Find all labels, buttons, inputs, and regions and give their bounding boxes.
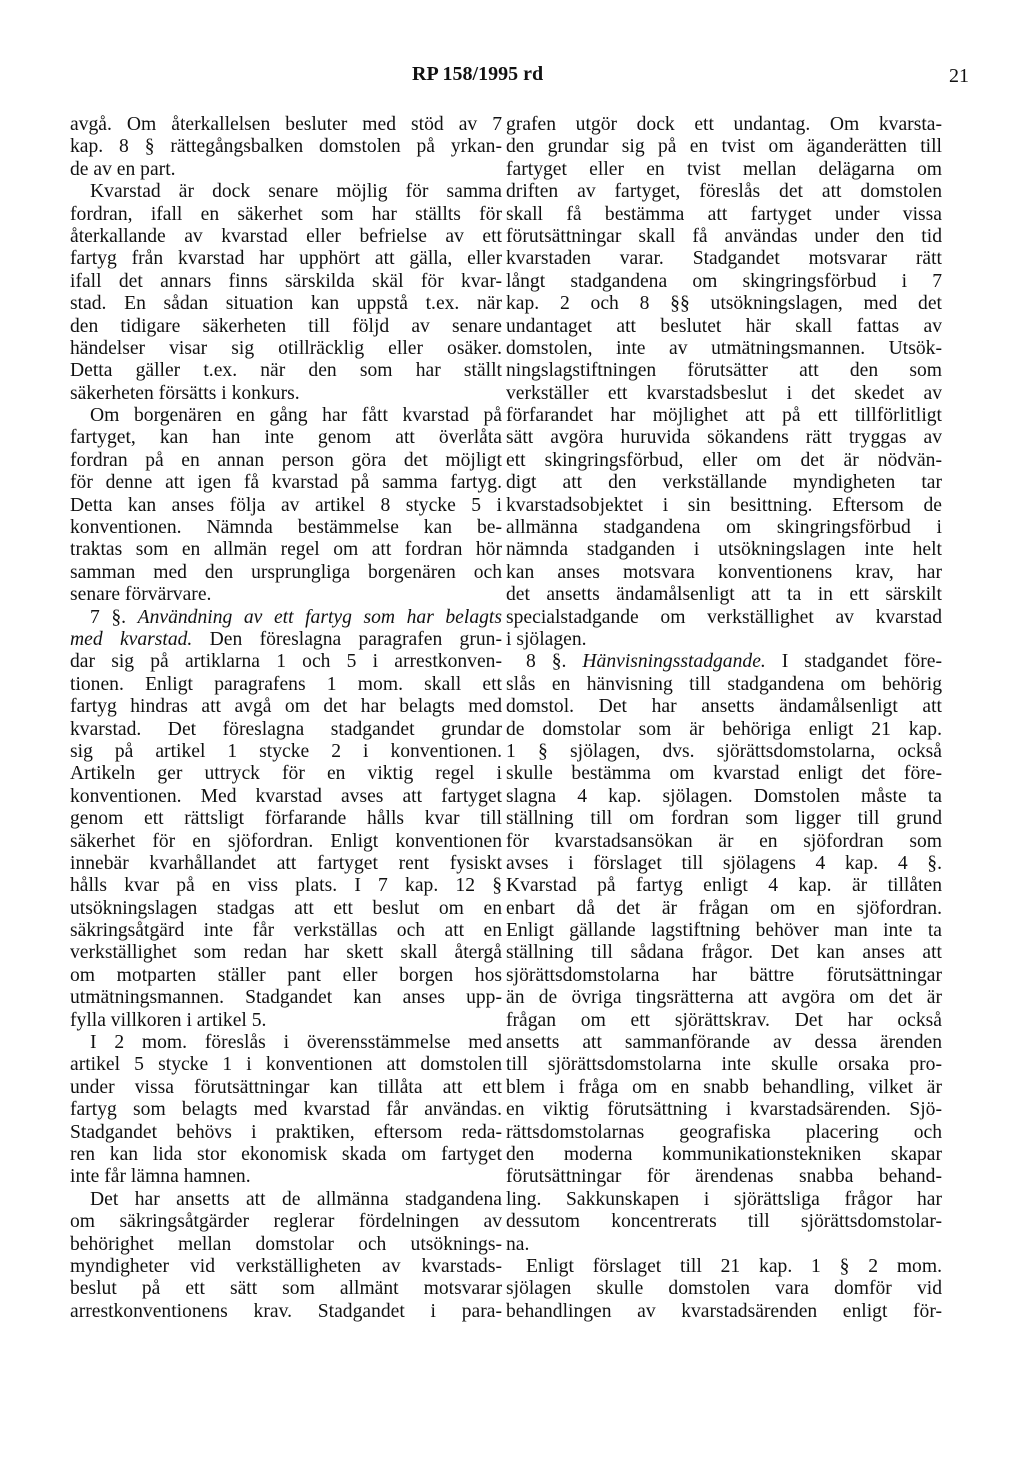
text-line: fartyg från kvarstad har upphört att gälla, eller [70,248,502,270]
text-line: en viktig förutsättning i kvarstadsärenden. Sjö- [506,1099,942,1121]
text-line: förfarandet har möjlighet att på ett tillförlitligt [506,405,942,427]
text-line: I 2 mom. föreslås i överensstämmelse med [90,1032,502,1054]
text-line: Kvarstad på fartyg enligt 4 kap. är tillåten [506,875,942,897]
text-line: stad. En sådan situation kan uppstå t.ex. när [70,293,502,315]
text-line: i sjölagen. [506,628,587,650]
text-line: skall få bestämma att fartyget under vissa [506,203,942,225]
text-line: behandlingen av kvarstadsärenden enligt för- [506,1300,942,1322]
text-line: säkringsåtgärd inte får verkställas och att en [70,920,502,942]
text-line: Stadgandet behövs i praktiken, eftersom reda- [70,1121,502,1143]
text-line: Det har ansetts att de allmänna stadgandena [90,1188,502,1210]
text-line: myndigheter vid verkställigheten av kvarstads- [70,1255,502,1277]
left-column [70,114,502,1323]
text-line: sig på artikel 1 stycke 2 i konventionen. [70,740,502,762]
section-heading-line: 8 §. Hänvisningsstadgande. I stadgandet före- [526,651,942,673]
text-line: till sjörättsdomstolarna inte skulle orsaka pro- [506,1054,942,1076]
text-line: de av en part. [70,158,176,180]
text-line: återkallande av kvarstad eller befrielse av ett [70,225,502,247]
text-line: fordran, ifall en säkerhet som har ställts för [70,203,502,225]
text-line: långt stadgandena om skingringsförbud i 7 [506,270,942,292]
text-line: Om borgenären en gång har fått kvarstad på [90,405,502,427]
text-line: för denne att igen få kvarstad på samma fartyg. [70,472,502,494]
text-line: konventionen. Med kvarstad avses att fartyget [70,785,502,807]
text-line: den grundar sig på en tvist om äganderätten till [506,136,942,158]
text-line: undantaget att beslutet här skall fattas av [506,315,942,337]
text-line: ett skingringsförbud, eller om det är nödvän- [506,449,942,471]
text-line: fartyget, kan han inte genom att överlåta [70,427,502,449]
text-line: genom ett rättsligt förfarande hålls kvar till [70,808,502,830]
text-line: specialstadgande om verkställighet av kvarstad [506,606,942,628]
text-line: verkställighet som redan har skett skall återgå [70,942,502,964]
text-line: rättsdomstolarnas geografiska placering och [506,1121,942,1143]
text-line: sjörättsdomstolarna har bättre förutsättningar [506,964,942,986]
text-line: det ansetts ändamålsenligt att ta in ett särskilt [506,584,942,606]
text-line: traktas som en allmän regel om att fordran hör [70,539,502,561]
text-line: ställning till om fordran som ligger till grund [506,808,942,830]
text-line: tionen. Enligt paragrafens 1 mom. skall ett [70,673,502,695]
text-line: slagna 4 kap. sjölagen. Domstolen måste ta [506,785,942,807]
text-line: ifall det annars finns särskilda skäl för kvar- [70,270,502,292]
text-line: under vissa förutsättningar kan tillåta att ett [70,1076,502,1098]
text-line: grafen utgör dock ett undantag. Om kvarsta- [506,114,942,135]
text-line: händelser visar sig otillräcklig eller osäker. [70,337,502,359]
text-line: slås en hänvisning till stadgandena om behörig [506,673,942,695]
text-line: den moderna kommunikationstekniken skapar [506,1143,942,1165]
text-line: skulle bestämma om kvarstad enligt det före- [506,763,942,785]
text-line: driften av fartyget, föreslås det att domstolen [506,181,942,203]
text-line: sjölagen skulle domstolen vara domför vid [506,1278,942,1300]
text-line: fordran på en annan person göra det möjligt [70,449,502,471]
text-line: förutsättningar för ärendenas snabba behand- [506,1166,942,1188]
text-line: säkerheten försätts i konkurs. [70,382,300,404]
text-line: kvarstadsobjektet i sin besittning. Eftersom de [506,494,942,516]
text-line: domstol. Det har ansetts ändamålsenligt att [506,696,942,718]
text-line: Detta kan anses följa av artikel 8 stycke 5 i [70,494,502,516]
text-line: utmätningsmannen. Stadgandet kan anses upp- [70,987,502,1009]
text-line: utsökningslagen stadgas att ett beslut om en [70,897,502,919]
text-line: ningslagstiftningen förutsätter att den som [506,360,942,382]
text-line: konventionen. Nämnda bestämmelse kan be- [70,517,502,539]
text-line: avgå. Om återkallelsen besluter med stöd av 7 [70,114,502,135]
text-line: hålls kvar på en viss plats. I 7 kap. 12 § [70,875,502,897]
text-line: förutsättningar skall få användas under den tid [506,225,942,247]
text-line: säkerhet för en sjöfordran. Enligt konventionen [70,830,502,852]
section-heading: Hänvisningsstadgande. [582,651,766,673]
text-line: dar sig på artiklarna 1 och 5 i arrestkonven- [70,651,502,673]
section-heading: Användning av ett fartyg som har belagts [137,606,502,628]
text-line: Detta gäller t.ex. när den som har ställt [70,360,502,382]
text-line: inte får lämna hamnen. [70,1166,251,1188]
text-line: ställning till sådana frågor. Det kan anses att [506,942,942,964]
text-line: domstolen, inte av utmätningsmannen. Utsök- [506,337,942,359]
text-line: beslut på ett sätt som allmänt motsvarar [70,1278,502,1300]
text-line: fylla villkoren i artikel 5. [70,1009,267,1031]
text-line: dessutom koncentrerats till sjörättsdomstolar- [506,1211,942,1233]
text-line: ling. Sakkunskapen i sjörättsliga frågor har [506,1188,942,1210]
text-line: avses i förslaget till sjölagens 4 kap. 4 §. [506,852,942,874]
text-line: kap. 2 och 8 §§ utsökningslagen, med det [506,293,942,315]
section-heading-line [70,607,502,629]
text-line: senare förvärvare. [70,584,212,606]
text-line: behörighet mellan domstolar och utsöknings- [70,1233,502,1255]
text-line: fartyget eller en tvist mellan delägarna om [506,158,942,180]
text-line: Enligt förslaget till 21 kap. 1 § 2 mom. [526,1255,942,1277]
text-line: allmänna stadgandena om skingringsförbud i [506,517,942,539]
document-title: RP 158/1995 rd [412,63,544,85]
text-line: ren kan lida stor ekonomisk skada om fartyget [70,1143,502,1165]
text-line: fartyg hindras att avgå om det har belagts med [70,696,502,718]
text-line: 1 § sjölagen, dvs. sjörättsdomstolarna, också [506,740,942,762]
page-number: 21 [949,65,969,87]
text-line: blem i fråga om en snabb behandling, vilket är [506,1076,942,1098]
text-line: ansetts att sammanförande av dessa ärenden [506,1032,942,1054]
text-line: digt att den verkställande myndigheten tar [506,472,942,494]
right-column [506,114,942,1323]
text-line: sätt avgöra huruvida sökandens rätt tryggas av [506,427,942,449]
text-line: den tidigare säkerheten till följd av senare [70,315,502,337]
text-line: Artikeln ger uttryck för en viktig regel i [70,763,502,785]
text-line: nämnda stadganden i utsökningslagen inte helt [506,539,942,561]
text-line: na. [506,1233,530,1255]
text-line: Kvarstad är dock senare möjlig för samma [90,181,502,203]
text-line: om säkringsåtgärder reglerar fördelningen av [70,1211,502,1233]
text-line: kap. 8 § rättegångsbalken domstolen på yrkan- [70,136,502,158]
text-line: verkställer ett kvarstadsbeslut i det skedet av [506,382,942,404]
text-line: kvarstaden varar. Stadgandet motsvarar rätt [506,248,942,270]
text-line: artikel 5 stycke 1 i konventionen att domstolen [70,1054,502,1076]
text-line: för kvarstadsansökan är en sjöfordran som [506,830,942,852]
section-heading: med kvarstad. [70,628,193,650]
section-number: 8 §. [526,651,583,673]
text-line: enbart då det är frågan om en sjöfordran. [506,897,942,919]
text-line: än de övriga tingsrätterna att avgöra om det är [506,987,942,1009]
section-heading-line: med kvarstad. Den föreslagna paragrafen grun- [70,628,502,650]
text-line: arrestkonventionens krav. Stadgandet i para- [70,1300,502,1322]
text-line: samman med den ursprungliga borgenären och [70,561,502,583]
text-line: innebär kvarhållandet att fartyget rent fysiskt [70,852,502,874]
text-line: de domstolar som är behöriga enligt 21 kap. [506,718,942,740]
section-number: 7 §. [90,606,138,628]
text-line: om motparten ställer pant eller borgen hos [70,964,502,986]
text-line: frågan om ett sjörättskrav. Det har också [506,1009,942,1031]
text-line: Enligt gällande lagstiftning behöver man inte ta [506,920,942,942]
text-line: kan anses motsvara konventionens krav, har [506,561,942,583]
text-line: fartyg som belagts med kvarstad får användas. [70,1099,502,1121]
text-line: kvarstad. Det föreslagna stadgandet grundar [70,718,502,740]
